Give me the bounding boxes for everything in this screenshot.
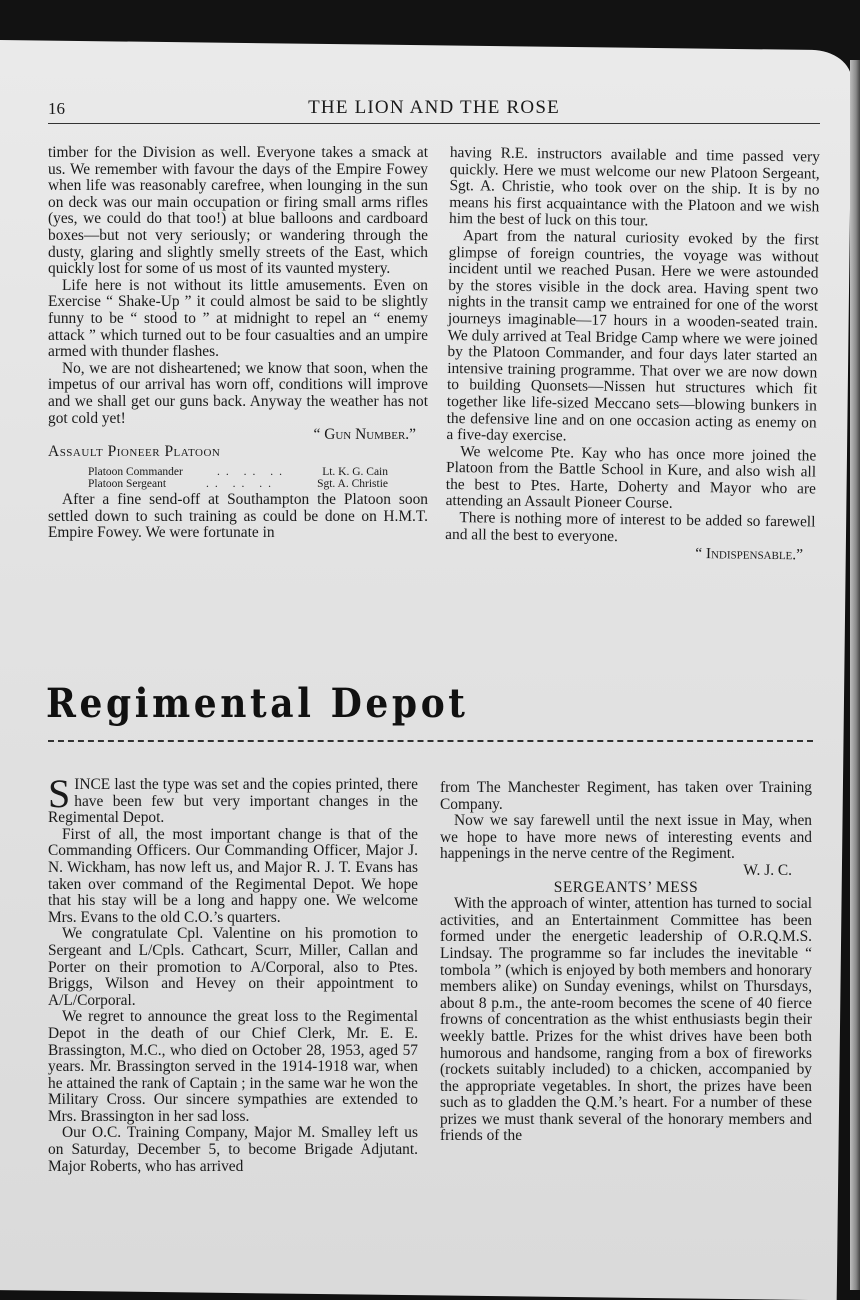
- platoon-roster: [88, 466, 388, 490]
- section-title-regimental-depot: Regimental Depot: [46, 680, 469, 727]
- signature-wjc: W. J. C.: [743, 861, 792, 879]
- paragraph: timber for the Division as well. Everyone takes a smack at us. We remember with favour the days of the Empire Fowey when life was reasonably carefree, when lounging in the sun on deck was our main occupation or firing small arms rifles (yes, we could do that too!) at blue balloons and cardboard boxes—but not very seriously; or wandering through the dusty, glaring and slightly smelly streets of the East, which quickly lost for some of us most of its vaunted mystery.: [48, 144, 428, 278]
- paragraph: from The Manchester Regiment, has taken over Training Company.: [440, 779, 812, 813]
- paragraph: We regret to announce the great loss to the Regimental Depot in the death of our Chief Clerk, Mr. E. E. Brassington, M.C., who died on October 28, 1953, aged 57 years. Mr. Brassington served in the 1914-1918 war, when he attained the rank of Captain ; in the same war he won the Military Cross. Our sincere sympathies are extended to Mrs. Brassington in her sad loss.: [48, 1008, 418, 1125]
- publication-title: THE LION AND THE ROSE: [308, 97, 560, 118]
- roster-row: [88, 466, 388, 478]
- page-spine-edge: [850, 60, 860, 1290]
- opening-text: INCE last the type was set and the copies printed, there have been few but very important changes in the Regimental Depot.: [48, 776, 418, 827]
- roster-row: [88, 478, 388, 490]
- paragraph: Our O.C. Training Company, Major M. Smalley left us on Saturday, December 5, to become Brigade Adjutant. Major Roberts, who has arrived: [48, 1124, 418, 1175]
- roster-leader-dots: .. .. ..: [206, 478, 278, 491]
- paragraph: having R.E. instructors available and time passed very quickly. Here we must welcome our new Platoon Sergeant, Sgt. A. Christie, who took over on the ship. It is by no means his first acquaintance with the Platoon and we wish him the best of luck on this tour.: [448, 144, 820, 230]
- paragraph: We congratulate Cpl. Valentine on his promotion to Sergeant and L/Cpls. Cathcart, Scurr, Miller, Callan and Porter on their promotion to A/Corporal, also to Ptes. Briggs, Wilson and Hevey on their appointment to A/L/Corporal.: [48, 925, 418, 1009]
- paragraph: After a fine send-off at Southampton the Platoon soon settled down to such training as could be done on H.M.T. Empire Fowey. We were fortunate in: [48, 491, 428, 542]
- dashed-rule: [48, 740, 813, 742]
- paragraph: There is nothing more of interest to be added so farewell and all the best to everyone.: [445, 509, 816, 545]
- paragraph: Now we say farewell until the next issue in May, when we hope to have more news of interesting events and happenings in the nerve centre of the Regiment.: [440, 812, 812, 863]
- signature-gun-number: “ Gun Number.”: [313, 426, 416, 444]
- roster-name: Lt. K. G. Cain: [322, 466, 388, 479]
- signature-indispensable: “ Indispensable.”: [695, 545, 804, 564]
- roster-role: Platoon Commander: [88, 466, 183, 479]
- right-column-upper: [445, 145, 820, 564]
- roster-name: Sgt. A. Christie: [317, 478, 388, 491]
- roster-leader-dots: .. .. ..: [217, 466, 289, 479]
- roster-role: Platoon Sergeant: [88, 478, 167, 491]
- paragraph: With the approach of winter, attention has turned to social activities, and an Entertainment Committee has been formed under the energetic leadership of O.R.Q.M.S. Lindsay. The programme so far includes the inevitable “ tombola ” (which is enjoyed by both members and honorary members alike) on Sunday evenings, whilst on Thursdays, about 8 p.m., the ante-room becomes the scene of 40 fierce frowns of concentration as the whist enthusiasts begin their weekly battle. Prizes for the whist drives have been both humorous and handsome, ranging from a box of fireworks (rockets suitably included) to a chicken, accompanied by the appropriate vegetables. In short, the prizes have been such as to gladden the Q.M.’s heart. For a number of these prizes we must thank several of the honorary members and friends of the: [440, 895, 812, 1145]
- page-number: 16: [48, 99, 65, 118]
- section-heading-assault-pioneer: Assault Pioneer Platoon: [48, 442, 221, 460]
- left-column-upper: [48, 145, 428, 542]
- paragraph: Apart from the natural curiosity evoked by the first glimpse of foreign countries, the voyage was without incident until we reached Pusan. Here we were astounded by the stores visible in the dock area. Having spent two nights in the transit camp we entrained for one of the worst journeys imaginable—17 hours in a wooden-seated train. We duly arrived at Teal Bridge Camp where we were joined by the Platoon Commander, and four days later started an intensive training programme. That over we are now down to building Quonsets—Nissen hut structures which fit together like life-sized Meccano sets—blowing bunkers in the defensive line and on one occasion acting as enemy on a five-day exercise.: [446, 227, 819, 445]
- subheading-sergeants-mess: SERGEANTS’ MESS: [553, 878, 699, 896]
- right-column-lower: [440, 780, 812, 1145]
- paragraph: First of all, the most important change is that of the Commanding Officers. Our Commanding Officer, Major J. N. Wickham, has now left us, and Major R. J. T. Evans has taken over command of the Regimental Depot. We hope that his stay will be a long and happy one. We welcome Mrs. Evans to the old C.O.’s quarters.: [48, 825, 418, 926]
- drop-cap: S: [48, 771, 71, 816]
- paragraph: Life here is not without its little amusements. Even on Exercise “ Shake-Up ” it could almost be said to be slightly funny to be “ stood to ” at midnight to repel an “ enemy attack ” which turned out to be four casualties and an umpire armed with thunder flashes.: [48, 276, 428, 361]
- paragraph: No, we are not disheartened; we know that soon, when the impetus of our arrival has worn off, conditions will improve and we shall get our guns back. Anyway the weather has not got cold yet!: [48, 359, 428, 427]
- paragraph: We welcome Pte. Kay who has once more joined the Platoon from the Battle School in Kure, and also wish all the best to Ptes. Harte, Doherty and Mayor who are attending an Assault Pioneer Course.: [445, 442, 817, 513]
- opening-paragraph: [48, 771, 418, 827]
- left-column-lower: [48, 771, 418, 1175]
- running-header: [48, 97, 820, 124]
